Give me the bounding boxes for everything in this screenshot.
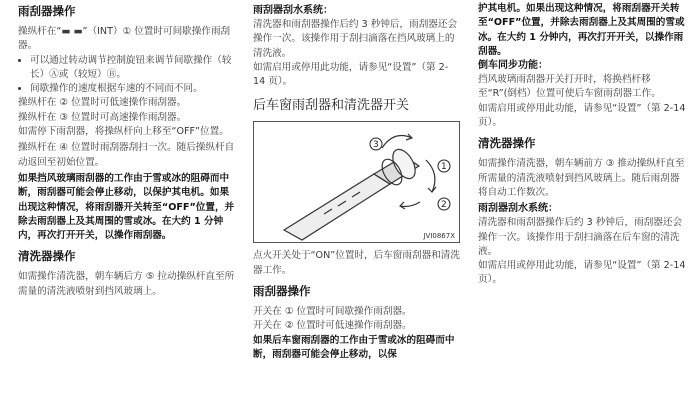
column-right	[478, 0, 688, 288]
para-rear-low: 开关在 ② 位置时可低速操作雨刮器。	[253, 320, 412, 332]
heading-rear-wiper-operation: 雨刮器操作	[253, 284, 311, 299]
para-washer-pull: 如需操作清洗器，朝车辆后方 ⑤ 拉动操纵杆直至所需量的清洗液喷射到挡风玻璃上。	[18, 271, 235, 297]
para-settings-ref: 如需启用或停用此功能，请参见“设置”（第 2-14 页）。	[253, 61, 449, 88]
heading-rear-washer: 清洗器操作	[478, 136, 536, 151]
heading-wiper-drip-system: 雨刮器刮水系统：	[253, 5, 333, 16]
warning-continued: 护其电机。如果出现这种情况，将雨刮器开关转至“OFF”位置，并除去雨刮器上及其周围的雪或冰。在大约 1 分钟内，再次打开开关，以操作雨刮器。	[478, 3, 685, 57]
heading-rear-drip-system: 雨刮器刮水系统：	[478, 203, 558, 215]
para-rear-int: 开关在 ① 位置时可间歇操作雨刮器。	[253, 306, 412, 318]
para-stop-wiper: 如需停下雨刮器，将操纵杆向上移至“OFF”位置。	[18, 126, 229, 138]
rear-wiper-switch-figure	[253, 121, 460, 243]
callout-2: 2	[441, 200, 447, 211]
warning-snow-ice: 如果挡风玻璃雨刮器的工作由于雪或冰的阻碍而中断，雨刮器可能会停止移动，以保护其电机。如果出现这种情况，将雨刮器开关转至“OFF”位置，并除去雨刮器上及其周围的雪或冰。在大约 1 分钟内，再次打开开关，以操作雨刮器。	[18, 172, 235, 242]
bullet-adjust-knob: • 可以通过转动调节控制旋钮来调节间歇操作（较长）Ⓐ或（较短）Ⓑ。	[30, 54, 236, 83]
para-high-speed: 操纵杆在 ③ 位置时可高速操作雨刮器。	[18, 111, 187, 123]
bullet-speed-varies: • 间歇操作的速度根据车速的不同而不同。	[30, 82, 236, 96]
para-rear-drip: 清洗器和雨刮器操作后约 3 秒钟后，雨刮器还会操作一次。该操作用于刮扫滴落在后车窗的清洗液。	[478, 217, 683, 257]
column-middle	[253, 0, 460, 362]
para-settings-ref-2: 如需启用或停用此功能，请参见“设置”（第 2-14 页）。	[478, 102, 686, 129]
para-low-speed: 操纵杆在 ② 位置时可低速操作雨刮器。	[18, 97, 187, 109]
para-single-sweep: 操纵杆在 ④ 位置时雨刮器刮扫一次。随后操纵杆自动返回至初始位置。	[18, 142, 235, 168]
para-int-position: 操纵杆在“▬ ▬”（INT）① 位置时可间歇操作雨刮器。	[18, 26, 231, 52]
para-ignition-on: 点火开关处于“ON”位置时，后车窗雨刮器和清洗器工作。	[253, 250, 460, 276]
heading-wiper-operation: 雨刮器操作	[18, 4, 76, 18]
callout-1: 1	[441, 162, 447, 173]
wiper-stalk-illustration	[254, 122, 459, 242]
callout-3: 3	[373, 140, 379, 151]
para-rear-washer-push: 如需操作清洗器，朝车辆前方 ③ 推动操纵杆直至所需量的清洗液喷射到挡风玻璃上。随后雨刮器将自动工作数次。	[478, 158, 685, 198]
heading-reverse-sync: 倒车同步功能：	[478, 60, 548, 72]
warning-rear-snow-ice: 如果后车窗雨刮器的工作由于雪或冰的阻碍而中断，雨刮器可能会停止移动，以保	[253, 334, 455, 360]
para-settings-ref-3: 如需启用或停用此功能，请参见“设置”（第 2-14 页）。	[478, 260, 686, 286]
heading-washer-operation: 清洗器操作	[18, 249, 76, 264]
bullet-list	[18, 54, 236, 97]
para-reverse-sync: 挡风玻璃雨刮器开关打开时，将换档杆移至“R”(倒档）位置可使后车窗雨刮器工作。	[478, 74, 661, 100]
heading-rear-wiper-switch: 后车窗雨刮器和清洗器开关	[253, 98, 410, 114]
column-left	[18, 0, 236, 299]
figure-code: JVI0867X	[423, 232, 455, 241]
para-drip-system: 清洗器和雨刮器操作后约 3 秒钟后，雨刮器还会操作一次。该操作用于刮扫滴落在挡风玻璃上的清洗液。	[253, 19, 458, 59]
